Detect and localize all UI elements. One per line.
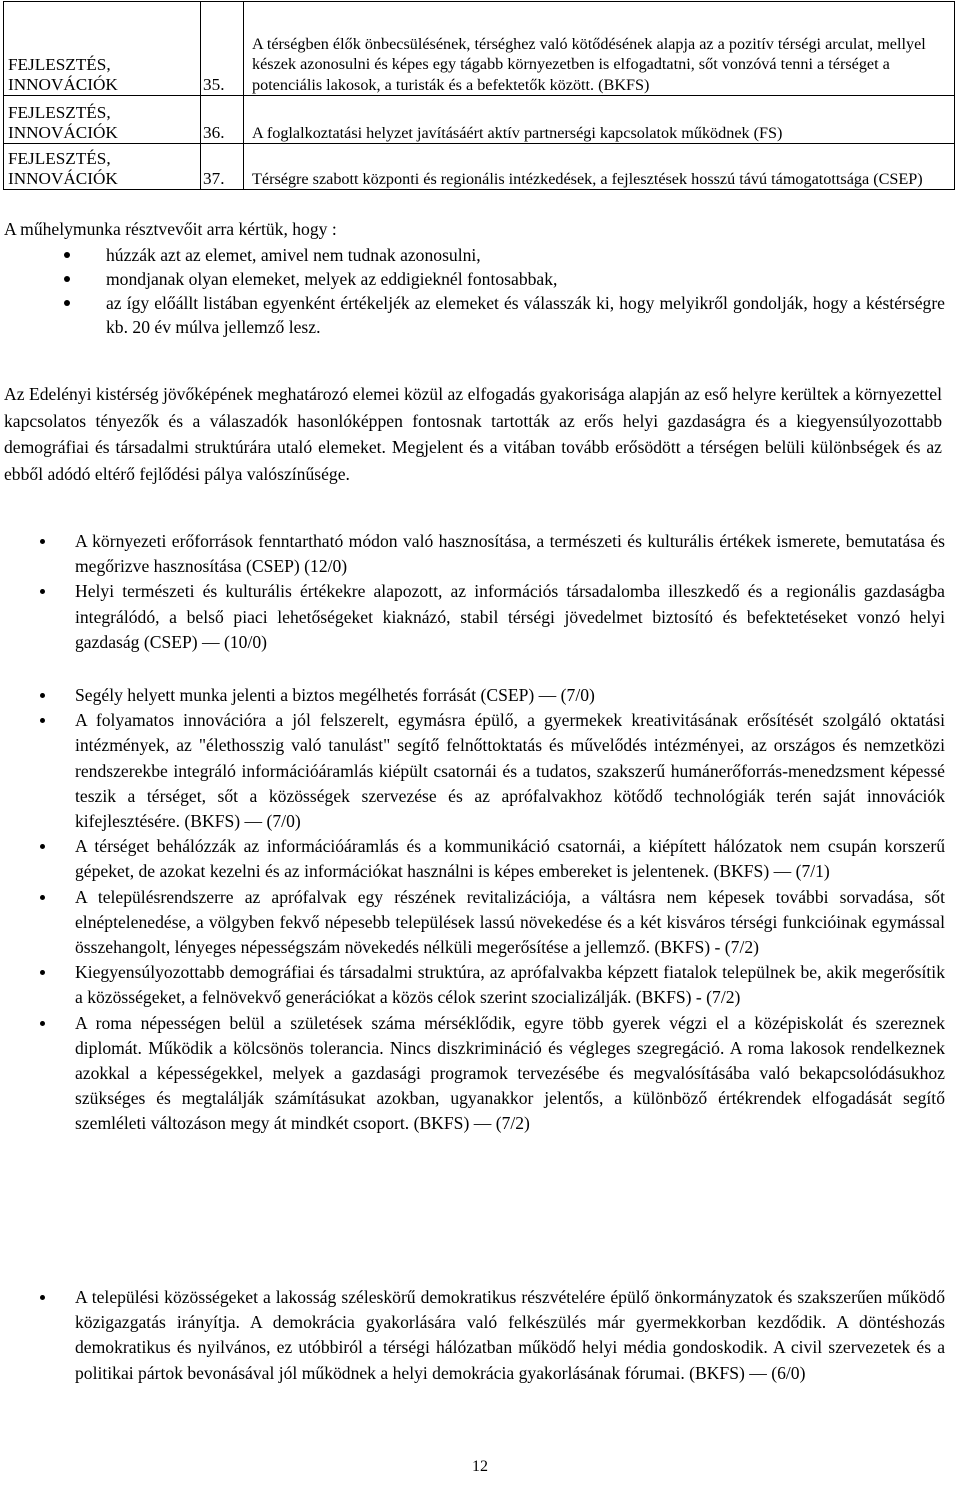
vision-list-b [0, 683, 945, 1137]
list-item [0, 683, 945, 708]
vision-item-text: Helyi természeti és kulturális értékekre alapozott, az információs társadalomba illeszkedő és a regionális gazdaságba integrálódó, a belső piaci lehetőségeket kiaknázó, stabil térségi jövedelmet biztosító és befektetéseket vonzó helyi gazdaság (CSEP) — (10/0) [75, 581, 945, 652]
vision-list-a [0, 529, 945, 655]
list-item [0, 834, 945, 884]
category-cell [4, 144, 201, 190]
item-text: Térségre szabott központi és regionális intézkedések, a fejlesztések hosszú távú támogatottsága (CSEP) [244, 144, 955, 190]
item-number: 37. [201, 144, 244, 190]
item-text: A térségben élők önbecsülésének, térséghez való kötődésének alapja az a pozitív térségi arculat, mellyel készek azonosulni és képes egy tágabb környezetben is elfogadtatni, sőt vonzóvá tenni a térséget a potenciális lakosok, a turisták és a befektetők között. (BKFS) [244, 2, 955, 96]
list-item [0, 243, 945, 267]
table-row [4, 96, 955, 144]
category-cell [4, 2, 201, 96]
bullet-icon [40, 1021, 45, 1026]
category-line1: FEJLESZTÉS, [8, 149, 111, 168]
category-line2: INNOVÁCIÓK [8, 169, 118, 188]
category-cell [4, 96, 201, 144]
item-number: 36. [201, 96, 244, 144]
summary-paragraph: Az Edelényi kistérség jövőképének meghatározó elemei közül az elfogadás gyakorisága alapján az eső helyre kerültek a környezettel kapcsolatos tényezők és a válaszadók hasonlóképpen fontosnak tartották az erős helyi gazdaságra és a kiegyensúlyozottabb demográfiai és társadalmi struktúrára utaló elemeket. Megjelent és a vitában tovább erősödött a térségen belüli különbségek és az ebből adódó eltérő fejlődési pálya valószínűsége. [4, 384, 942, 484]
bullet-icon [40, 970, 45, 975]
page-number: 12 [472, 1458, 488, 1475]
list-item [0, 1285, 945, 1386]
instruction-text: mondjanak olyan elemeket, melyek az eddigieknél fontosabbak, [106, 269, 558, 289]
list-item [0, 1011, 945, 1137]
bullet-icon [40, 1295, 45, 1300]
category-line1: FEJLESZTÉS, [8, 103, 111, 122]
category-line1: FEJLESZTÉS, [8, 55, 111, 74]
bullet-icon [40, 589, 45, 594]
bullet-icon [40, 844, 45, 849]
bullet-icon [40, 539, 45, 544]
bullet-icon [40, 718, 45, 723]
list-item [0, 291, 945, 339]
item-number: 35. [201, 2, 244, 96]
item-text: A foglalkoztatási helyzet javításáért aktív partnerségi kapcsolatok működnek (FS) [244, 96, 955, 144]
vision-item-text: A településrendszerre az aprófalvak egy részének revitalizációja, a váltásra nem képesek további sorvadása, sőt elnéptelenedése, a völgyben fekvő népesebb települések lassú növekedése és a két kisváros térségi funkcióinak egymással összehangolt, lényeges népességszám növekedés nélküli megerősítése a jellemző. (BKFS) - (7/2) [75, 886, 945, 958]
table-row [4, 144, 955, 190]
instruction-text: húzzák azt az elemet, amivel nem tudnak azonosulni, [106, 245, 481, 265]
list-item [0, 267, 945, 291]
table-row [4, 2, 955, 96]
bullet-icon [64, 276, 70, 282]
workshop-intro: A műhelymunka résztvevőit arra kértük, hogy : [4, 219, 337, 239]
vision-item-text: A térséget behálózzák az információáramlás és a kommunikáció csatornái, a kiépített hálózatok nem csupán korszerű gépeket, de azokat kezelni és az információkat használni is képes embereket is jelentenek. (BKFS) — (7/1) [75, 836, 945, 882]
list-item [0, 960, 945, 1010]
bullet-icon [40, 693, 45, 698]
category-line2: INNOVÁCIÓK [8, 75, 118, 94]
vision-item-text: Segély helyett munka jelenti a biztos megélhetés forrását (CSEP) — (7/0) [75, 685, 595, 705]
vision-item-text: A folyamatos innovációra a jól felszerelt, egymásra épülő, a gyermekek kreativitásának erősítését szolgáló oktatási intézmények, az "élethosszig való tanulást" segítő felnőttoktatás és művelődés intézményei, az országos és nemzetközi rendszerekbe integráló információáramlás kiépült csatornái és a tudatos, szakszerű humánerőforrás-menedzsment képessé teszik a térséget, sőt a közösségek szervezése és az aprófalvakhoz kötődő technológiák terén saját innovációk kifejlesztésére. (BKFS) — (7/0) [75, 710, 945, 832]
category-line2: INNOVÁCIÓK [8, 123, 118, 142]
vision-list-c [0, 1285, 945, 1386]
list-item [0, 708, 945, 834]
bullet-icon [64, 300, 70, 306]
instruction-text: az így előállt listában egyenként értékeljék az elemeket és válasszák ki, hogy melyikről gondolják, hogy a késtérségre kb. 20 év múlva jellemző lesz. [106, 293, 945, 337]
bullet-icon [64, 252, 70, 258]
vision-item-text: A roma népességen belül a születések száma mérséklődik, egyre több gyerek végzi el a középiskolát és szereznek diplomát. Működik a kölcsönös tolerancia. Nincs diszkrimináció és végleges szegregáció. A roma lakosok rendelkeznek azokkal a képességekkel, melyek a gazdasági programok tervezésébe és megvalósításába való bekapcsolódásukhoz szükséges és megtalálják számításukat azokban, ugyanakkor jelentős, a különböző értékrendek elfogadását segítő szemléleti változáson megy át mindkét csoport. (BKFS) — (7/2) [75, 1012, 945, 1134]
instruction-list [0, 243, 945, 339]
list-item [0, 579, 945, 655]
bullet-icon [40, 895, 45, 900]
vision-item-text: A települési közösségeket a lakosság széleskörű demokratikus részvételére épülő önkormányzatok és szakszerűen működő közigazgatás irányítja. A demokrácia gyakorlására való felkészülés már gyermekkorban kezdődik. A döntéshozás demokratikus és nyilvános, ez utóbbiról a térségi hálózatban működő helyi média gondoskodik. A civil szervezetek és a politikai pártok bevonásával jól működnek a helyi demokrácia gyakorlásának fórumai. (BKFS) — (6/0) [75, 1287, 945, 1383]
list-item [0, 885, 945, 961]
list-item [0, 529, 945, 579]
items-table [3, 1, 955, 190]
vision-item-text: Kiegyensúlyozottabb demográfiai és társadalmi struktúra, az aprófalvakba képzett fiatalok települnek be, akik megerősítik a közösségeket, a felnövekvő generációkat a közös célok szerint szocializálják. (BKFS) - (7/2) [75, 962, 945, 1008]
vision-item-text: A környezeti erőforrások fenntartható módon való hasznosítása, a természeti és kulturális értékek ismerete, bemutatása és megőrizve hasznosítása (CSEP) (12/0) [75, 531, 945, 577]
